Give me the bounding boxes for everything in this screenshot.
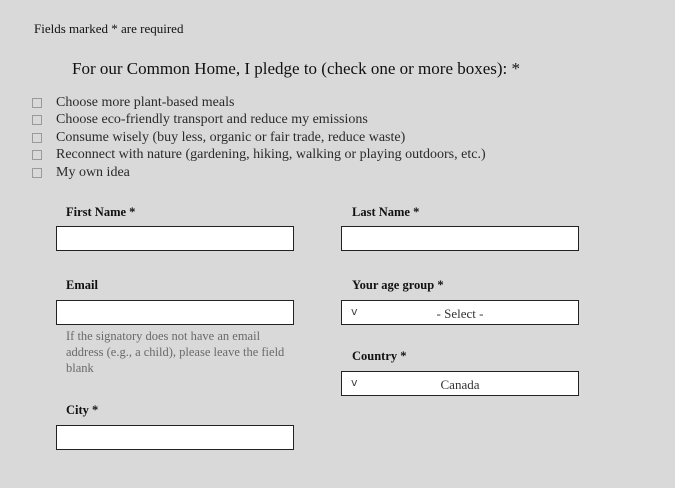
checkbox[interactable] [32,115,42,125]
pledge-options-list [30,94,486,182]
checkbox[interactable] [32,133,42,143]
age-group-select[interactable] [341,300,579,325]
pledge-heading: For our Common Home, I pledge to (check one or more boxes): * [72,59,521,78]
first-name-input[interactable] [57,227,293,250]
pledge-option-label: My own idea [56,164,130,180]
checkbox[interactable] [32,168,42,178]
pledge-option-plant-based[interactable] [30,94,486,112]
pledge-option-transport[interactable] [30,112,486,130]
chevron-down-icon: v [351,376,358,389]
first-name-label: First Name * [66,205,136,219]
country-select[interactable] [341,371,579,396]
pledge-option-own-idea[interactable] [30,164,486,182]
email-label: Email [66,278,98,292]
city-field[interactable] [56,425,294,450]
country-label: Country * [352,349,407,363]
country-selected-value: Canada [440,377,480,392]
pledge-option-label: Reconnect with nature (gardening, hiking, walking or playing outdoors, etc.) [56,147,486,163]
age-group-label: Your age group * [352,278,444,292]
checkbox[interactable] [32,150,42,160]
pledge-option-consume[interactable] [30,129,486,147]
email-help-text: If the signatory does not have an email address (e.g., a child), please leave the field blank [66,329,285,375]
email-input[interactable] [57,301,293,324]
checkbox[interactable] [32,98,42,108]
city-label: City * [66,403,99,417]
chevron-down-icon: v [351,305,358,318]
last-name-field[interactable] [341,226,579,251]
city-input[interactable] [57,426,293,449]
email-field[interactable] [56,300,294,325]
last-name-input[interactable] [342,227,578,250]
last-name-label: Last Name * [352,205,420,219]
required-fields-note: Fields marked * are required [34,21,184,36]
first-name-field[interactable] [56,226,294,251]
pledge-option-nature[interactable] [30,147,486,165]
pledge-option-label: Choose eco-friendly transport and reduce my emissions [56,112,368,128]
pledge-option-label: Choose more plant-based meals [56,94,235,110]
age-group-selected-value: - Select - [436,306,484,321]
pledge-option-label: Consume wisely (buy less, organic or fair trade, reduce waste) [56,129,406,145]
